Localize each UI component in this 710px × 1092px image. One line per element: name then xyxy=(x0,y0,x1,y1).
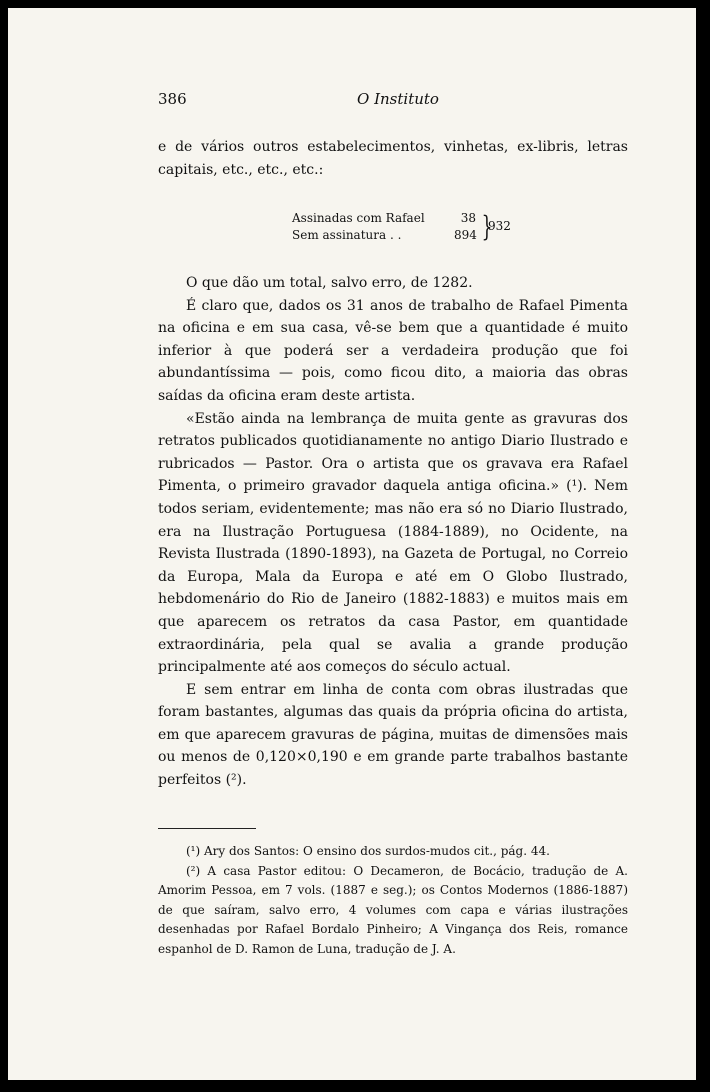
footnote: (²) A casa Pastor editou: O Decameron, de Bocácio, tradução de A. Amorim Pessoa, em 7 vols. (1887 e seg.); os Contos Modernos (1886-1887) de que saíram, salvo erro, 4 volumes com capa e várias ilustrações desenhadas por Rafael Bordalo Pinheiro; A Vingança dos Reis, romance espanhol de D. Ramon de Luna, tradução de J. A. xyxy=(158,863,628,956)
intro-paragraph: e de vários outros estabelecimentos, vinhetas, ex-libris, letras capitais, etc., etc., etc.: xyxy=(158,139,628,178)
main-text xyxy=(158,272,628,792)
tally-total: 932 xyxy=(488,219,511,233)
footnotes xyxy=(158,842,628,959)
page-header xyxy=(158,90,638,114)
brace-icon: } xyxy=(481,210,493,243)
tally-label: Sem assinatura . . xyxy=(292,228,402,242)
tally-row xyxy=(292,227,476,244)
tally-label: Assinadas com Rafael xyxy=(292,211,425,225)
tally-row xyxy=(292,210,476,227)
book-page xyxy=(8,8,696,1080)
running-title: O Instituto xyxy=(357,90,439,108)
signature-tally xyxy=(292,210,511,244)
paragraph: E sem entrar em linha de conta com obras ilustradas que foram bastantes, algumas das quais da própria oficina do artista, em que aparecem gravuras de página, muitas de dimensões mais ou menos de 0,120×0,190 e em grande parte trabalhos bastante perfeitos (²). xyxy=(158,681,628,789)
footnote-rule xyxy=(158,828,256,829)
page-number: 386 xyxy=(158,90,187,108)
paragraph: «Estão ainda na lembrança de muita gente as gravuras dos retratos publicados quotidianamente no antigo Diario Ilustrado e rubricados — Pastor. Ora o artista que os gravava era Rafael Pimenta, o primeiro gravador daquela antiga oficina.» (¹). Nem todos seriam, evidentemente; mas não era só no Diario Ilustrado, era na Ilustração Portuguesa (1884-1889), no Ocidente, na Revista Ilustrada (1890-1893), na Gazeta de Portugal, no Correio da Europa, Mala da Europa e até em O Globo Ilustrado, hebdomenário do Rio de Janeiro (1882-1883) e muitos mais em que aparecem os retratos da casa Pastor, em quantidade extraordinária, pela qual se avalia a grande produção principalmente até aos começos do século actual. xyxy=(158,410,628,676)
footnote: (¹) Ary dos Santos: O ensino dos surdos-mudos cit., pág. 44. xyxy=(186,844,550,858)
paragraph: É claro que, dados os 31 anos de trabalho de Rafael Pimenta na oficina e em sua casa, vê-se bem que a quantidade é muito inferior à que poderá ser a verdadeira produção que foi abundantíssima — pois, como ficou dito, a maioria das obras saídas da oficina eram deste artista. xyxy=(158,297,628,404)
tally-value: 894 xyxy=(454,228,477,242)
intro-text xyxy=(158,136,628,181)
tally-value: 38 xyxy=(460,211,476,225)
paragraph: O que dão um total, salvo erro, de 1282. xyxy=(186,275,473,291)
